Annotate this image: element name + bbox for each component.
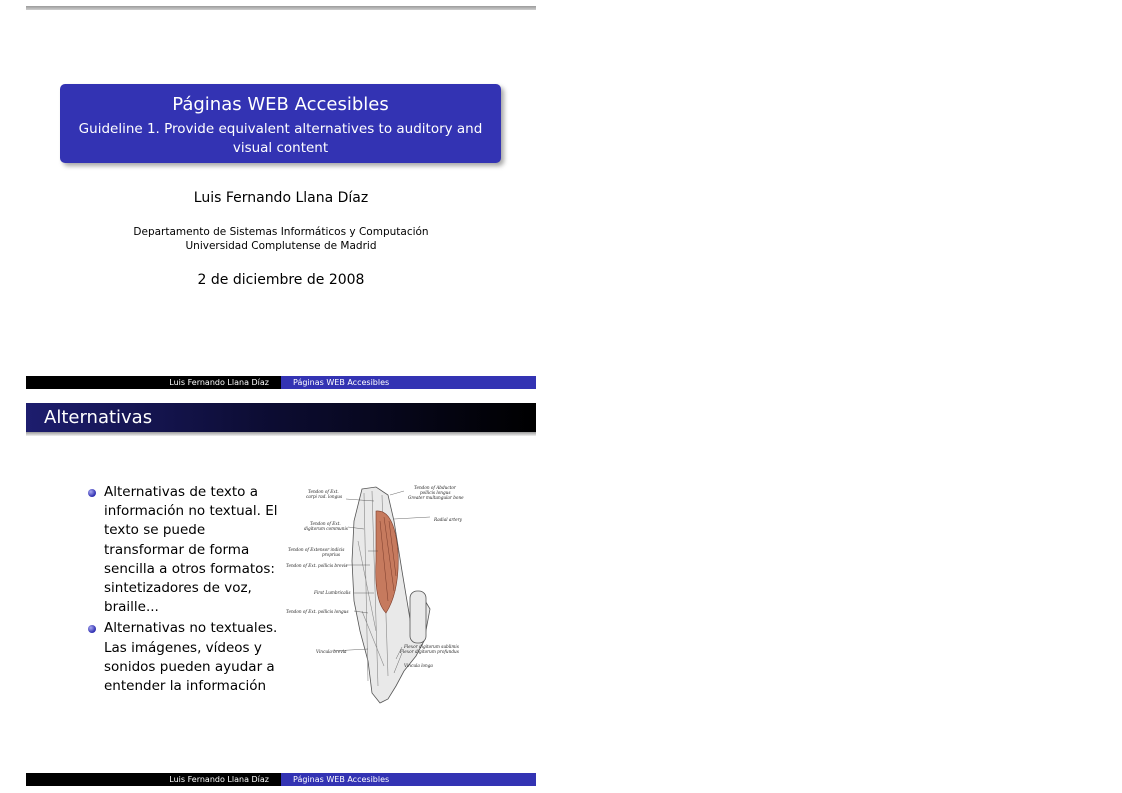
figure-label: Tendon of Ext. pollicis longus bbox=[286, 609, 349, 614]
figure-label: pollicis longus bbox=[420, 490, 451, 495]
presentation-date: 2 de diciembre de 2008 bbox=[197, 272, 365, 288]
bullet-text: Alternativas de texto a información no textual. El texto se puede transformar de forma sencilla a otros formatos: sintetizadores de voz, braille... bbox=[104, 484, 278, 616]
footer-author: Luis Fernando Llana Díaz bbox=[26, 773, 281, 786]
figure-label: digitorum communis bbox=[304, 526, 348, 531]
bullet-icon bbox=[88, 489, 96, 497]
figure-label: Tendon of Abductor bbox=[414, 485, 456, 490]
figure-label: Tendon of Extensor indicis bbox=[288, 547, 345, 552]
presentation-subtitle: Guideline 1. Provide equivalent alternatives to auditory and visual content bbox=[78, 121, 483, 156]
author-name: Luis Fernando Llana Díaz bbox=[193, 190, 369, 206]
institute-line-2: Universidad Complutense de Madrid bbox=[185, 240, 377, 252]
figure-label: Tendon of Ext. pollicis brevis bbox=[286, 563, 348, 568]
footer-title: Páginas WEB Accesibles bbox=[281, 376, 536, 389]
bullet-text: Alternativas no textuales. Las imágenes, vídeos y sonidos pueden ayudar a entender la información bbox=[104, 620, 278, 695]
slide-footer bbox=[26, 773, 536, 786]
hand-anatomy-illustration bbox=[284, 481, 484, 706]
figure-label: carpi rad. longus bbox=[306, 494, 343, 499]
slide-footer bbox=[26, 376, 536, 389]
footer-title: Páginas WEB Accesibles bbox=[281, 773, 536, 786]
list-item bbox=[88, 619, 278, 696]
frame-title: Alternativas bbox=[26, 403, 536, 432]
bullet-list bbox=[88, 483, 278, 698]
title-box bbox=[60, 84, 501, 163]
figure-label: Tendon of Ext. bbox=[310, 521, 341, 526]
figure-label: Tendon of Ext. bbox=[308, 489, 339, 494]
figure-label: Vincula brevia bbox=[316, 649, 347, 654]
figure-label: First Lumbricalis bbox=[314, 590, 351, 595]
institute bbox=[26, 225, 536, 253]
figure-label: Flexor digitorum sublimis bbox=[404, 644, 459, 649]
title-slide bbox=[26, 0, 536, 390]
figure-label: Greater multangular bone bbox=[408, 495, 464, 500]
footer-author: Luis Fernando Llana Díaz bbox=[26, 376, 281, 389]
bullet-icon bbox=[88, 625, 96, 633]
list-item bbox=[88, 483, 278, 617]
institute-line-1: Departamento de Sistemas Informáticos y Computación bbox=[133, 226, 429, 238]
frame-title-shadow bbox=[26, 432, 536, 436]
figure-label: Vincula longa bbox=[404, 663, 433, 668]
alternativas-slide bbox=[26, 403, 536, 789]
figure-label: proprius bbox=[322, 552, 341, 557]
header-rule bbox=[26, 6, 536, 10]
figure-label: Radial artery bbox=[434, 517, 462, 522]
presentation-title: Páginas WEB Accesibles bbox=[172, 94, 389, 115]
figure-label: Flexor digitorum profundus bbox=[400, 649, 459, 654]
